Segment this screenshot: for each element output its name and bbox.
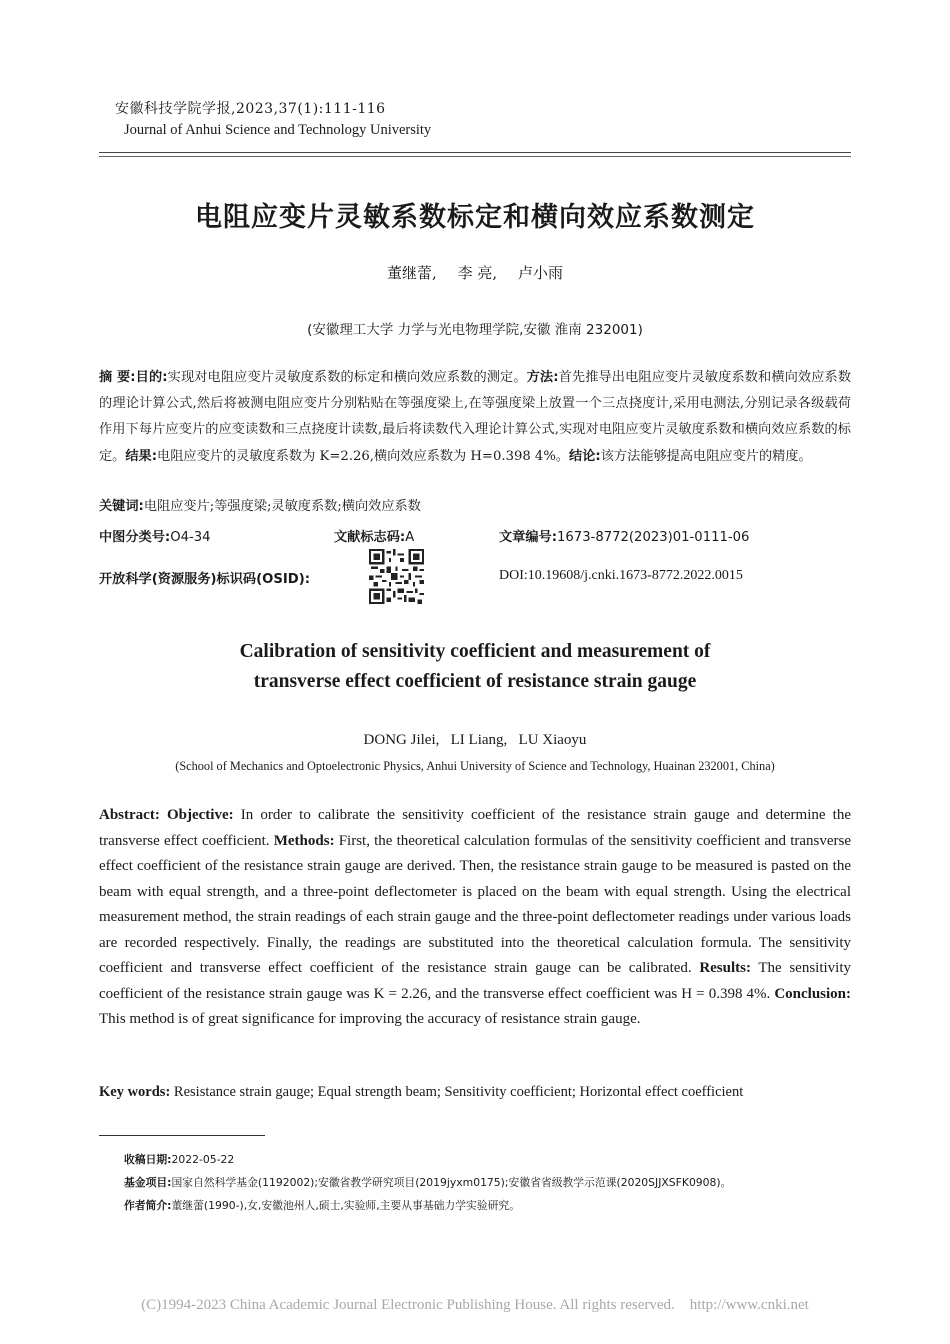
clc-value: O4-34 bbox=[170, 530, 211, 545]
keywords-text-cn: 电阻应变片;等强度梁;灵敏度系数;横向效应系数 bbox=[143, 499, 421, 514]
author-en: DONG Jilei, bbox=[363, 732, 440, 748]
received-date: 收稿日期:2022-05-22 bbox=[124, 1153, 235, 1166]
author-bio: 作者简介:董继蕾(1990-),女,安徽池州人,硕士,实验师,主要从事基础力学实验研究。 bbox=[124, 1199, 520, 1212]
footnote-divider bbox=[99, 1135, 265, 1136]
doc-code-value: A bbox=[405, 530, 415, 545]
header-rule-thin bbox=[99, 156, 851, 157]
results-text-en: The sensitivity coefficient of the resistance strain gauge was K = 2.26, and the transverse effect coefficient was H = 0.398 4%. bbox=[99, 960, 851, 1002]
journal-name-en: Journal of Anhui Science and Technology University bbox=[124, 122, 432, 138]
copyright-watermark: (C)1994-2023 China Academic Journal Electronic Publishing House. All rights reserved. http://www.cnki.net bbox=[141, 1297, 809, 1313]
objective-label-en: Objective: bbox=[166, 807, 234, 823]
author-cn: 董继蕾, bbox=[387, 264, 437, 282]
results-label-cn: 结果: bbox=[125, 448, 158, 464]
author-en: LI Liang, bbox=[450, 732, 508, 748]
abstract-cn bbox=[99, 365, 851, 470]
objective-label-cn: 目的: bbox=[135, 370, 168, 385]
article-number bbox=[499, 526, 749, 545]
affiliation-en: (School of Mechanics and Optoelectronic Physics, Anhui University of Science and Technology, Huainan 232001, China) bbox=[175, 759, 775, 773]
abstract-label-cn: 摘 要: bbox=[99, 370, 136, 385]
results-label-en: Results: bbox=[699, 960, 751, 976]
journal-citation-cn: 安徽科技学院学报,2023,37(1):111-116 bbox=[115, 101, 386, 117]
title-en-line: transverse effect coefficient of resistance strain gauge bbox=[253, 671, 697, 692]
methods-text-en: First, the theoretical calculation formulas of the sensitivity coefficient and transverse effect coefficient of the resistance strain gauge are derived. Then, the resistance strain gauge to be measured is pasted on the beam with equal strength, and a three-point deflectometer is placed on the beam with equal strength. Using the electrical measurement method, the strain readings of each strain gauge and the three-point deflectometer readings under various loads are recorded respectively. Finally, the readings are substituted into the theoretical calculation formula. The sensitivity coefficient and transverse effect coefficient of the resistance strain gauge can be calibrated. bbox=[99, 832, 852, 976]
abstract-label-en: Abstract: bbox=[99, 807, 160, 823]
paper-title-cn: 电阻应变片灵敏系数标定和横向效应系数测定 bbox=[195, 202, 755, 233]
keywords-label-cn: 关键词: bbox=[99, 499, 144, 514]
fund-info: 基金项目:国家自然科学基金(1192002);安徽省教学研究项目(2019jyxm0175);安徽省省级教学示范课(2020SJJXSFK0908)。 bbox=[124, 1176, 732, 1189]
methods-text-cn: 首先推导出电阻应变片灵敏度系数和横向效应系数的理论计算公式,然后将被测电阻应变片分别粘贴在等强度梁上,在等强度梁上放置一个三点挠度计,采用电测法,分别记录各级载荷作用下每片应变片的应变读数和三点挠度计读数,最后将读数代入理论计算公式,实现对电阻应变片灵敏度系数和横向效应系数的标定。 bbox=[99, 370, 852, 464]
paper-title-en bbox=[0, 637, 950, 697]
osid-qr-code[interactable] bbox=[369, 549, 424, 604]
title-en-line: Calibration of sensitivity coefficient and measurement of bbox=[239, 641, 711, 662]
footnotes bbox=[124, 1148, 854, 1217]
conclusion-text-en: This method is of great significance for improving the accuracy of resistance strain gauge. bbox=[99, 1011, 641, 1027]
methods-label-en: Methods: bbox=[273, 832, 335, 849]
article-number-label: 文章编号: bbox=[499, 530, 558, 545]
conclusion-label-en: Conclusion: bbox=[774, 985, 852, 1002]
conclusion-text-cn: 该方法能够提高电阻应变片的精度。 bbox=[600, 448, 812, 464]
article-number-value: 1673-8772(2023)01-0111-06 bbox=[557, 530, 750, 545]
keywords-text-en: Resistance strain gauge; Equal strength beam; Sensitivity coefficient; Horizontal effect coefficient bbox=[173, 1084, 744, 1100]
header-rule-thick bbox=[99, 152, 851, 153]
affiliation-cn: (安徽理工大学 力学与光电物理学院,安徽 淮南 232001) bbox=[307, 322, 643, 338]
objective-text-en: In order to calibrate the sensitivity coefficient of the resistance strain gauge and determine the transverse effect coefficient. bbox=[99, 807, 852, 849]
clc-label: 中图分类号: bbox=[99, 530, 171, 545]
author-cn: 李 亮, bbox=[457, 264, 498, 282]
keywords-label-en: Key words: bbox=[99, 1084, 171, 1100]
results-text-cn: 电阻应变片的灵敏度系数为 K=2.26,横向效应系数为 H=0.398 4%。 bbox=[157, 448, 570, 464]
clc-number bbox=[99, 526, 211, 545]
author-list-cn bbox=[0, 262, 950, 283]
osid-label: 开放科学(资源服务)标识码(OSID): bbox=[99, 572, 311, 587]
abstract-en bbox=[99, 803, 851, 1033]
objective-text-cn: 实现对电阻应变片灵敏度系数的标定和横向效应系数的测定。 bbox=[167, 370, 527, 385]
document-code bbox=[334, 526, 414, 545]
author-list-en bbox=[0, 732, 950, 749]
keywords-cn bbox=[99, 495, 851, 514]
keywords-en bbox=[99, 1084, 851, 1101]
conclusion-label-cn: 结论: bbox=[569, 448, 601, 464]
methods-label-cn: 方法: bbox=[526, 370, 559, 385]
doi[interactable]: DOI:10.19608/j.cnki.1673-8772.2022.0015 bbox=[499, 568, 743, 583]
author-cn: 卢小雨 bbox=[517, 264, 563, 282]
author-en: LU Xiaoyu bbox=[518, 732, 587, 748]
doc-code-label: 文献标志码: bbox=[334, 530, 406, 545]
